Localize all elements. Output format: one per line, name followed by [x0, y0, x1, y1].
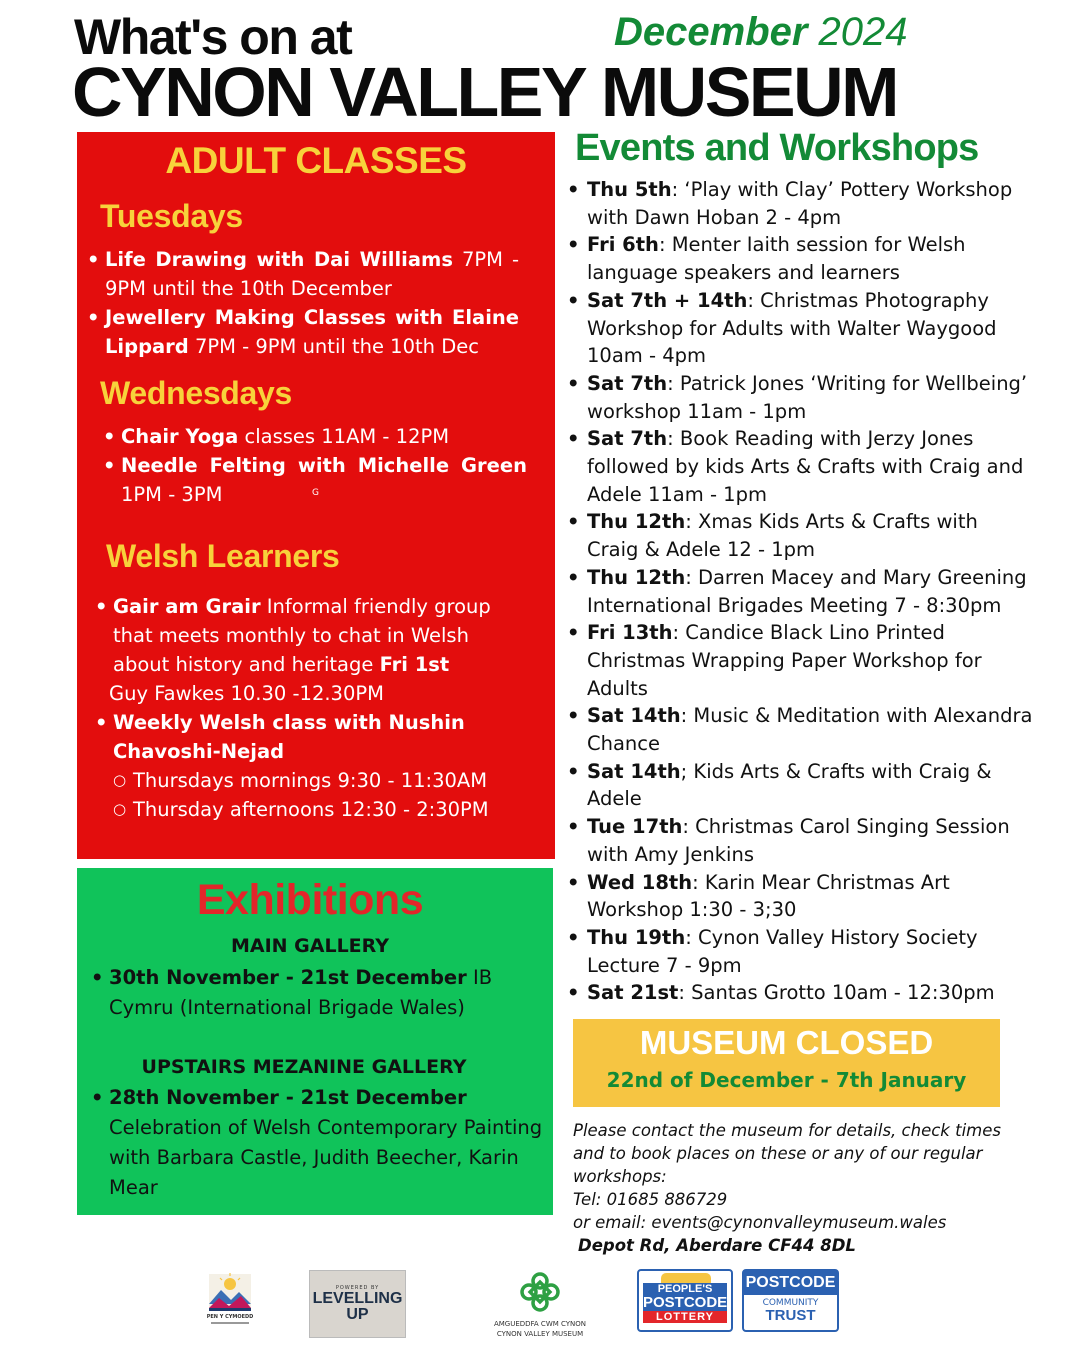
contact-email: or email: events@cynonvalleymuseum.wales [573, 1213, 947, 1232]
event-details: ; Kids Arts & Crafts with Craig & Adele [587, 759, 992, 811]
contact-tel: Tel: 01685 886729 [573, 1190, 728, 1209]
event-date: Thu 12th [587, 565, 686, 589]
contact-intro: Please contact the museum for details, check times and to book places on these or any of our regular workshops: [573, 1121, 1001, 1186]
class-name: Needle Felting with Michelle Green [121, 454, 527, 477]
exhibition-details: IB Cymru (International Brigade Wales) [109, 966, 493, 1019]
list-item [91, 592, 531, 708]
levelling-up-line2: UP [346, 1306, 369, 1323]
mezzanine-heading: UPSTAIRS MEZANINE GALLERY [141, 1056, 467, 1078]
event-details: : Santas Grotto 10am - 12:30pm [678, 981, 995, 1005]
museum-caption-welsh: AMGUEDDFA CWM CYNON [493, 1320, 587, 1328]
event-date: Sat 21st [587, 981, 679, 1005]
welsh-learners-list [91, 592, 531, 824]
celtic-knot-logo [518, 1270, 562, 1314]
list-item [563, 619, 1033, 702]
list-item [563, 176, 1033, 231]
exhibitions-title: Exhibitions [196, 876, 424, 924]
class-name: Weekly Welsh class with Nushin Chavoshi-Nejad [113, 711, 465, 763]
event-date: Sat 7th [587, 371, 668, 395]
exhibition-dates: 30th November - 21st December [109, 966, 467, 989]
list-item [563, 813, 1033, 868]
event-details: : Cynon Valley History Society Lecture 7 - 9pm [587, 925, 978, 977]
header-year: 2024 [807, 10, 908, 54]
class-name: Life Drawing with Dai Williams [105, 248, 453, 271]
event-date: Fri 6th [587, 233, 659, 257]
trust-line1: POSTCODE [744, 1271, 837, 1295]
page-title: CYNON VALLEY MUSEUM [72, 53, 897, 131]
event-date: Sat 7th [587, 427, 668, 451]
levelling-up-small: POWERED BY [335, 1285, 380, 1291]
mountain-sun-logo [207, 1270, 253, 1330]
wednesdays-heading: Wednesdays [100, 375, 293, 411]
list-item [99, 451, 527, 509]
event-details: : Music & Meditation with Alexandra Chance [587, 704, 1033, 756]
pen-y-cymoedd-logo [207, 1270, 253, 1330]
cynon-valley-museum-logo [480, 1270, 600, 1338]
sub-list-item: ○ Thursdays mornings 9:30 - 11:30AM [91, 766, 531, 795]
peoples-postcode-lottery-logo [637, 1269, 733, 1332]
levelling-up-line1: LEVELLING [312, 1290, 403, 1307]
exhibition-details: Celebration of Welsh Contemporary Painting with Barbara Castle, Judith Beecher, Karin Mear [109, 1116, 543, 1199]
group-time: Guy Fawkes 10.30 -12.30PM [109, 682, 384, 705]
event-details: : Book Reading with Jerzy Jones followed by kids Arts & Crafts with Craig and Adele 11am - 1pm [587, 427, 1024, 506]
event-details: : Menter Iaith session for Welsh language speakers and learners [587, 233, 966, 285]
list-item [83, 245, 519, 303]
event-date: Fri 13th [587, 621, 673, 645]
crown-icon [661, 1273, 711, 1283]
group-date: Fri 1st [379, 653, 450, 676]
list-item [563, 924, 1033, 979]
class-name: Chair Yoga [121, 425, 239, 448]
class-name: Jewellery Making Classes with Elaine Lippard [105, 306, 519, 358]
list-item [563, 508, 1033, 563]
levelling-up-logo [309, 1270, 406, 1338]
header-month: December [614, 10, 808, 54]
event-details: : Candice Black Lino Printed Christmas Wrapping Paper Workshop for Adults [587, 621, 982, 700]
list-item [563, 869, 1033, 924]
postcode-community-trust-logo [742, 1269, 839, 1332]
main-gallery-heading: MAIN GALLERY [230, 935, 390, 957]
contact-info [573, 1119, 1033, 1257]
museum-closed-title: MUSEUM CLOSED [639, 1024, 934, 1061]
events-list [563, 176, 1033, 1007]
event-details: : Darren Macey and Mary Greening International Brigades Meeting 7 - 8:30pm [587, 565, 1027, 617]
pen-y-cymoedd-name: PEN Y CYMOEDD [207, 1314, 253, 1320]
group-name: Gair am Grair [113, 595, 261, 618]
list-item [87, 1083, 549, 1203]
tuesdays-list [83, 245, 519, 361]
event-details: : Patrick Jones ‘Writing for Wellbeing’ workshop 11am - 1pm [587, 371, 1028, 423]
list-item [91, 708, 531, 766]
group-details: Informal friendly group that meets monthly to chat in Welsh about history and heritage [113, 595, 491, 676]
event-date: Tue 17th [587, 815, 683, 839]
adult-classes-panel [77, 132, 555, 859]
museum-caption-english: CYNON VALLEY MUSEUM [496, 1330, 584, 1338]
list-item [563, 425, 1033, 508]
list-item [563, 564, 1033, 619]
event-details: : Karin Mear Christmas Art Workshop 1:30 - 3;30 [587, 870, 950, 922]
list-item [563, 370, 1033, 425]
event-details: : Christmas Carol Singing Session with Amy Jenkins [587, 815, 1010, 866]
event-details: : Christmas Photography Workshop for Adults with Walter Waygood 10am - 4pm [587, 288, 997, 368]
main-gallery-exhibition [87, 963, 547, 1023]
list-item [563, 702, 1033, 757]
lottery-line3: LOTTERY [643, 1311, 727, 1323]
event-details: : ‘Play with Clay’ Pottery Workshop with Dawn Hoban 2 - 4pm [587, 178, 1013, 229]
event-date: Sat 14th [587, 759, 681, 783]
tuesdays-heading: Tuesdays [100, 198, 243, 234]
contact-address: Depot Rd, Aberdare CF44 8DL [578, 1236, 856, 1255]
class-details: 1PM - 3PM [121, 483, 223, 506]
list-item [563, 758, 1033, 813]
event-date: Thu 5th [587, 178, 672, 201]
events-title: Events and Workshops [575, 127, 979, 169]
exhibition-dates: 28th November - 21st December [109, 1086, 467, 1109]
list-item [563, 287, 1033, 370]
list-item [99, 422, 527, 451]
class-details: 7PM - 9PM until the 10th December [105, 248, 519, 300]
event-date: Thu 12th [587, 510, 686, 534]
museum-closed-dates: 22nd of December - 7th January [606, 1068, 967, 1092]
class-details: 7PM - 9PM until the 10th Dec [188, 335, 479, 358]
list-item [563, 231, 1033, 286]
museum-closed-banner [573, 1019, 1000, 1107]
welsh-learners-heading: Welsh Learners [106, 538, 340, 574]
list-item [563, 979, 1033, 1007]
lottery-line1: PEOPLE'S [643, 1283, 727, 1295]
trust-line2: COMMUNITY [762, 1298, 819, 1308]
stray-mark: G [312, 488, 319, 498]
lottery-line2: POSTCODE [643, 1294, 728, 1311]
adult-classes-title: ADULT CLASSES [165, 140, 467, 181]
event-date: Thu 19th [587, 925, 686, 949]
list-item [87, 963, 547, 1023]
header-date [614, 10, 908, 55]
header-tagline: What's on at [74, 9, 352, 65]
mezzanine-exhibition [87, 1083, 549, 1203]
trust-line3: TRUST [765, 1307, 816, 1324]
event-details: : Xmas Kids Arts & Crafts with Craig & Adele 12 - 1pm [587, 510, 978, 562]
event-date: Sat 7th + 14th [587, 288, 748, 312]
event-date: Sat 14th [587, 704, 681, 728]
class-details: classes 11AM - 12PM [238, 425, 450, 448]
sub-list-item: ○ Thursday afternoons 12:30 - 2:30PM [91, 795, 531, 824]
list-item [83, 303, 519, 361]
event-date: Wed 18th [587, 870, 693, 894]
exhibitions-panel [77, 868, 553, 1215]
